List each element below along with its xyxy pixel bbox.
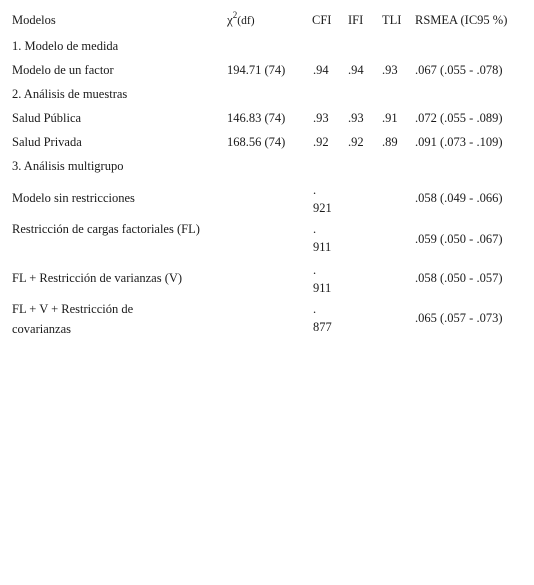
row-cfi: .92	[313, 135, 329, 149]
row-rsmea: .065 (.057 - .073)	[415, 311, 503, 325]
row-chi: 194.71 (74)	[227, 63, 286, 77]
row-rsmea: .059 (.050 - .067)	[415, 232, 503, 246]
row-cfi: 911	[313, 281, 332, 295]
header-modelos: Modelos	[12, 13, 56, 27]
row-rsmea: .058 (.050 - .057)	[415, 271, 503, 285]
row-label: Restricción de cargas factoriales (FL)	[12, 222, 200, 236]
row-label: Modelo sin restricciones	[12, 191, 135, 205]
row-cfi: .93	[313, 111, 329, 125]
row-rsmea: .058 (.049 - .066)	[415, 191, 503, 205]
row-cfi: 911	[313, 240, 332, 254]
row-rsmea: .067 (.055 - .078)	[415, 63, 503, 77]
row-cfi-dot: .	[313, 302, 317, 316]
row-cfi: 921	[313, 201, 332, 215]
row-label: Modelo de un factor	[12, 63, 114, 77]
row-label: Salud Privada	[12, 135, 82, 149]
row-cfi-dot: .	[313, 183, 317, 197]
row-rsmea: .072 (.055 - .089)	[415, 111, 503, 125]
row-chi: 146.83 (74)	[227, 111, 286, 125]
header-ifi: IFI	[348, 13, 364, 27]
section-title-modelo-medida: 1. Modelo de medida	[12, 39, 119, 53]
row-tli: .89	[382, 135, 398, 149]
header-chi-square	[227, 10, 255, 28]
row-cfi: 877	[313, 320, 332, 334]
chi-df: (df)	[237, 15, 255, 27]
row-label: FL + Restricción de varianzas (V)	[12, 271, 183, 285]
row-cfi-dot: .	[313, 263, 317, 277]
row-tli: .91	[382, 111, 398, 125]
row-cfi: .94	[313, 63, 329, 77]
row-label: Salud Pública	[12, 111, 82, 125]
section-title-analisis-multigrupo: 3. Análisis multigrupo	[12, 159, 124, 173]
row-chi: 168.56 (74)	[227, 135, 286, 149]
header-rsmea: RSMEA (IC95 %)	[415, 13, 508, 27]
row-ifi: .94	[348, 63, 364, 77]
row-ifi: .92	[348, 135, 364, 149]
row-rsmea: .091 (.073 - .109)	[415, 135, 503, 149]
row-tli: .93	[382, 63, 398, 77]
row-label: FL + V + Restricción de covarianzas	[12, 302, 134, 336]
row-cfi-dot: .	[313, 222, 317, 236]
header-cfi: CFI	[312, 13, 332, 27]
row-ifi: .93	[348, 111, 364, 125]
header-tli: TLI	[382, 13, 402, 27]
section-title-analisis-muestras: 2. Análisis de muestras	[12, 87, 128, 101]
chi-symbol: χ	[227, 12, 233, 27]
chi-superscript: 2	[232, 10, 238, 20]
